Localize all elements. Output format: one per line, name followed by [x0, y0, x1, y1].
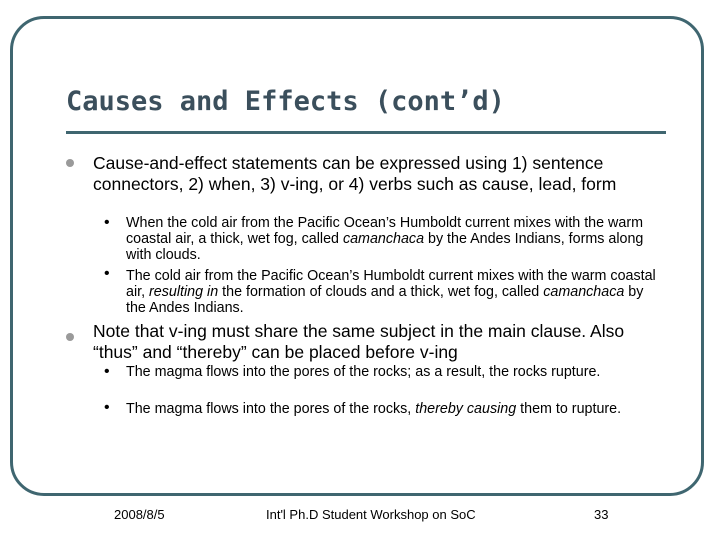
page-number: 33: [594, 507, 609, 522]
footer-title: Int'l Ph.D Student Workshop on SoC: [266, 507, 476, 522]
point-2-sub-2: The magma flows into the pores of the rocks, thereby causing them to rupture.: [126, 401, 622, 417]
point-1-sub-1: When the cold air from the Pacific Ocean’s Humboldt current mixes with the warm coastal air, a thick, wet fog, called camanchaca by the Andes Indians, forms along with clouds.: [126, 215, 644, 263]
point-2-text: Note that v-ing must share the same subject in the main clause. Also “thus” and “thereby” can be placed before v-ing: [93, 321, 625, 362]
slide-title: Causes and Effects (cont’d): [66, 86, 505, 117]
sub-bullet-icon: •: [104, 265, 110, 282]
bullet-icon: [66, 333, 74, 341]
bullet-icon: [66, 159, 74, 167]
point-1-sub-2: The cold air from the Pacific Ocean’s Humboldt current mixes with the warm coastal air, resulting in the formation of clouds and a thick, wet fog, called camanchaca by the Andes Indians.: [126, 268, 656, 316]
sub-bullet-icon: •: [104, 363, 110, 380]
sub-bullet-icon: •: [104, 214, 110, 231]
sub-bullet-icon: •: [104, 399, 110, 416]
title-underline: [66, 131, 666, 134]
footer-date: 2008/8/5: [114, 507, 165, 522]
point-2-sub-1: The magma flows into the pores of the rocks; as a result, the rocks rupture.: [126, 364, 601, 380]
point-1-text: Cause-and-effect statements can be expressed using 1) sentence connectors, 2) when, 3) v-ing, or 4) verbs such as cause, lead, form: [93, 153, 617, 194]
